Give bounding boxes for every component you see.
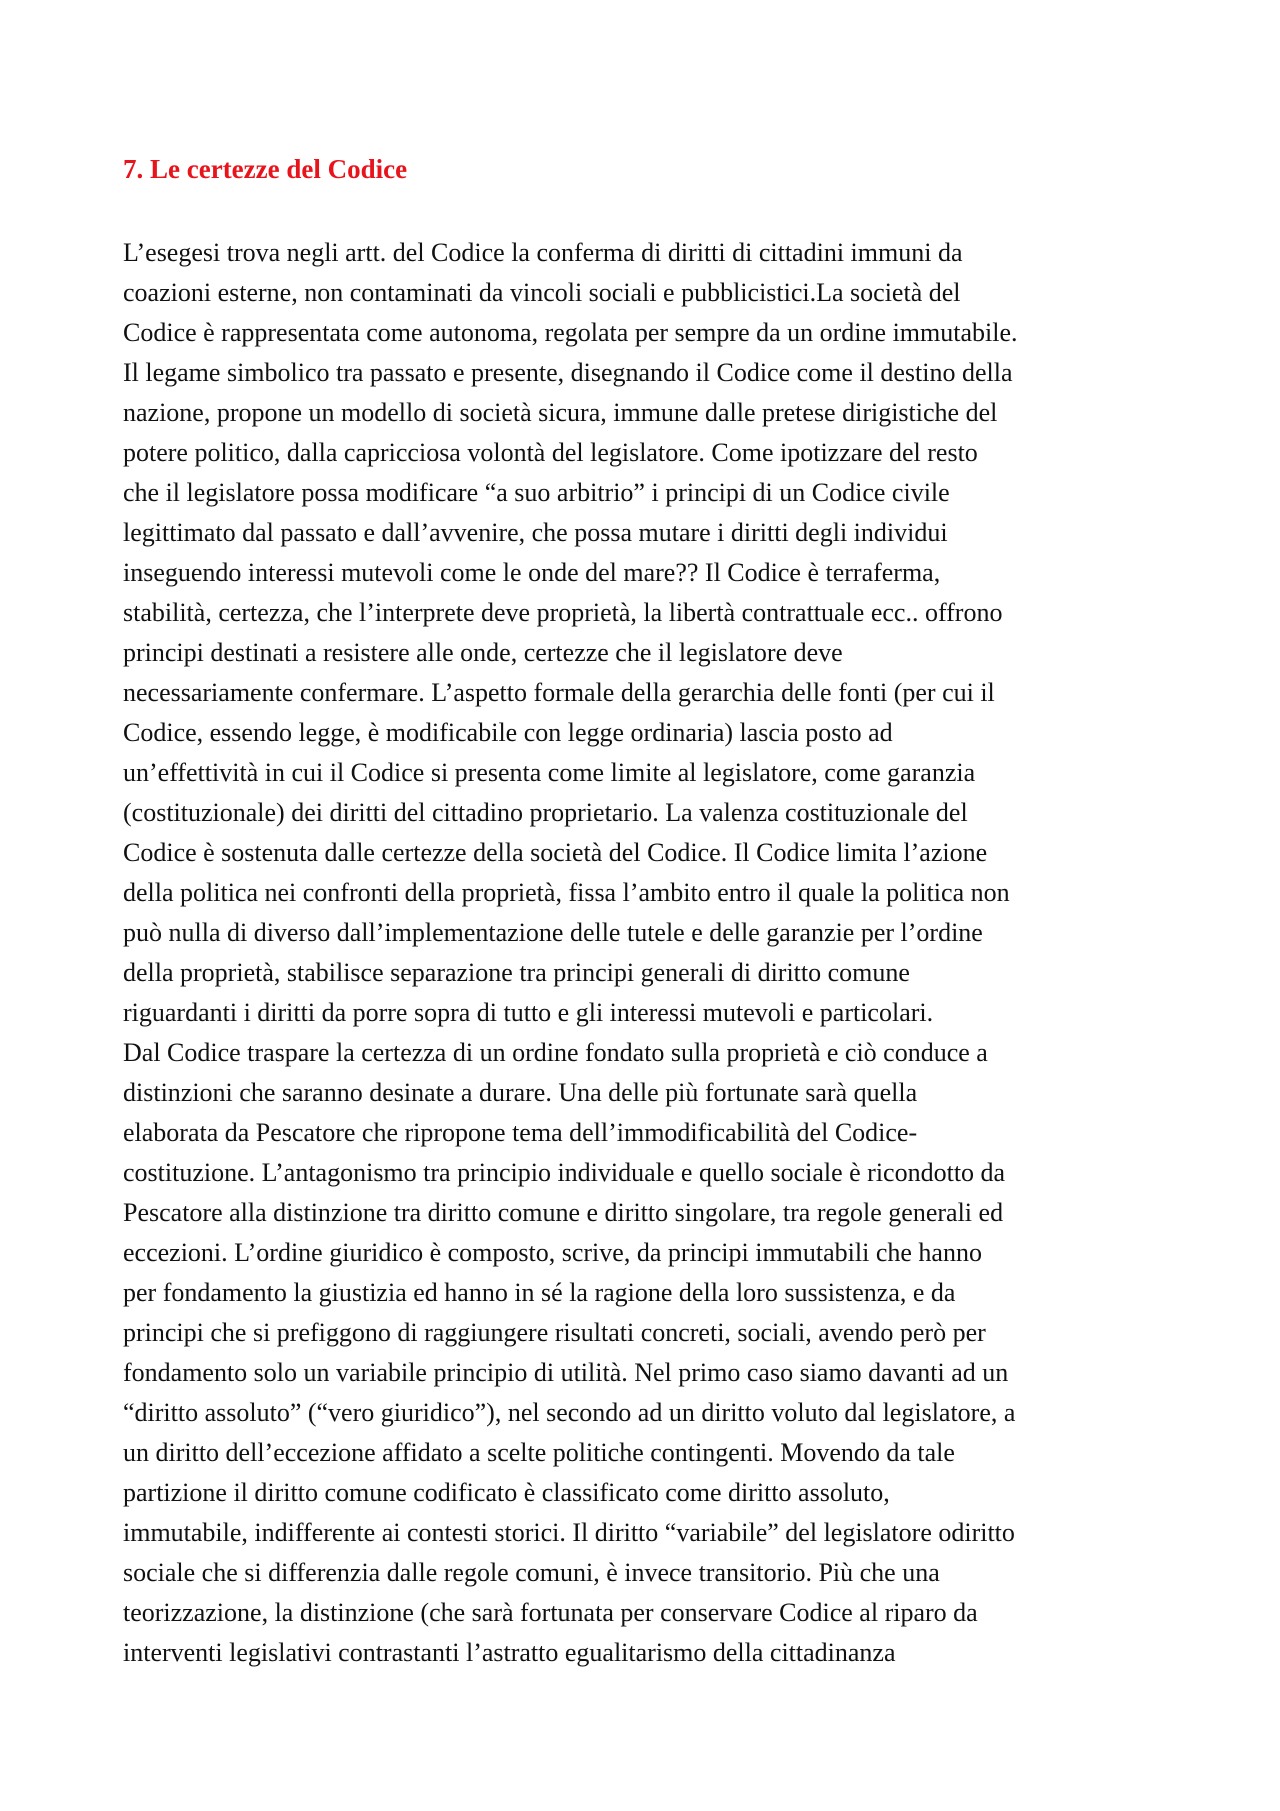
- text-line: potere politico, dalla capricciosa volontà del legislatore. Come ipotizzare del resto: [123, 438, 978, 467]
- text-line: teorizzazione, la distinzione (che sarà fortunata per conservare Codice al riparo da: [123, 1598, 978, 1627]
- text-line: costituzione. L’antagonismo tra principio individuale e quello sociale è ricondotto da: [123, 1158, 1006, 1187]
- text-line: può nulla di diverso dall’implementazione delle tutele e delle garanzie per l’ordine: [123, 918, 983, 947]
- text-line: immutabile, indifferente ai contesti storici. Il diritto “variabile” del legislatore odiritto: [123, 1518, 1015, 1547]
- text-line: un’effettività in cui il Codice si presenta come limite al legislatore, come garanzia: [123, 758, 976, 787]
- text-line: Codice, essendo legge, è modificabile con legge ordinaria) lascia posto ad: [123, 718, 893, 747]
- section-heading: 7. Le certezze del Codice: [123, 154, 408, 184]
- text-line: interventi legislativi contrastanti l’astratto egualitarismo della cittadinanza: [123, 1638, 896, 1667]
- text-line: un diritto dell’eccezione affidato a scelte politiche contingenti. Movendo da tale: [123, 1438, 955, 1467]
- text-line: per fondamento la giustizia ed hanno in sé la ragione della loro sussistenza, e da: [123, 1278, 956, 1307]
- text-line: stabilità, certezza, che l’interprete deve proprietà, la libertà contrattuale ecc.. offrono: [123, 598, 1003, 627]
- text-line: partizione il diritto comune codificato è classificato come diritto assoluto,: [123, 1478, 890, 1507]
- text-line: distinzioni che saranno desinate a durare. Una delle più fortunate sarà quella: [123, 1078, 918, 1107]
- text-line: elaborata da Pescatore che ripropone tema dell’immodificabilità del Codice-: [123, 1118, 918, 1147]
- text-line: “diritto assoluto” (“vero giuridico”), nel secondo ad un diritto voluto dal legislatore, a: [123, 1398, 1016, 1427]
- text-line: fondamento solo un variabile principio di utilità. Nel primo caso siamo davanti ad un: [123, 1358, 1009, 1387]
- text-line: (costituzionale) dei diritti del cittadino proprietario. La valenza costituzionale del: [123, 798, 968, 827]
- text-line: della politica nei confronti della proprietà, fissa l’ambito entro il quale la politica non: [123, 878, 1010, 907]
- text-line: della proprietà, stabilisce separazione tra principi generali di diritto comune: [123, 958, 910, 987]
- text-line: che il legislatore possa modificare “a suo arbitrio” i principi di un Codice civile: [123, 478, 950, 507]
- text-line: riguardanti i diritti da porre sopra di tutto e gli interessi mutevoli e particolari.: [123, 998, 934, 1027]
- text-line: L’esegesi trova negli artt. del Codice la conferma di diritti di cittadini immuni da: [123, 238, 963, 267]
- text-line: nazione, propone un modello di società sicura, immune dalle pretese dirigistiche del: [123, 398, 998, 427]
- text-line: coazioni esterne, non contaminati da vincoli sociali e pubblicistici.La società del: [123, 278, 961, 307]
- text-line: Codice è sostenuta dalle certezze della società del Codice. Il Codice limita l’azione: [123, 838, 988, 867]
- text-line: necessariamente confermare. L’aspetto formale della gerarchia delle fonti (per cui il: [123, 678, 995, 707]
- text-line: Pescatore alla distinzione tra diritto comune e diritto singolare, tra regole generali ed: [123, 1198, 1004, 1227]
- text-line: legittimato dal passato e dall’avvenire, che possa mutare i diritti degli individui: [123, 518, 948, 547]
- text-line: sociale che si differenzia dalle regole comuni, è invece transitorio. Più che una: [123, 1558, 940, 1587]
- body-text: [123, 233, 1018, 1673]
- text-line: eccezioni. L’ordine giuridico è composto, scrive, da principi immutabili che hanno: [123, 1238, 982, 1267]
- text-line: Codice è rappresentata come autonoma, regolata per sempre da un ordine immutabile.: [123, 318, 1018, 347]
- text-line: Dal Codice traspare la certezza di un ordine fondato sulla proprietà e ciò conduce a: [123, 1038, 988, 1067]
- text-line: principi che si prefiggono di raggiungere risultati concreti, sociali, avendo però per: [123, 1318, 986, 1347]
- text-line: Il legame simbolico tra passato e presente, disegnando il Codice come il destino della: [123, 358, 1013, 387]
- text-line: principi destinati a resistere alle onde, certezze che il legislatore deve: [123, 638, 843, 667]
- text-line: inseguendo interessi mutevoli come le onde del mare?? Il Codice è terraferma,: [123, 558, 941, 587]
